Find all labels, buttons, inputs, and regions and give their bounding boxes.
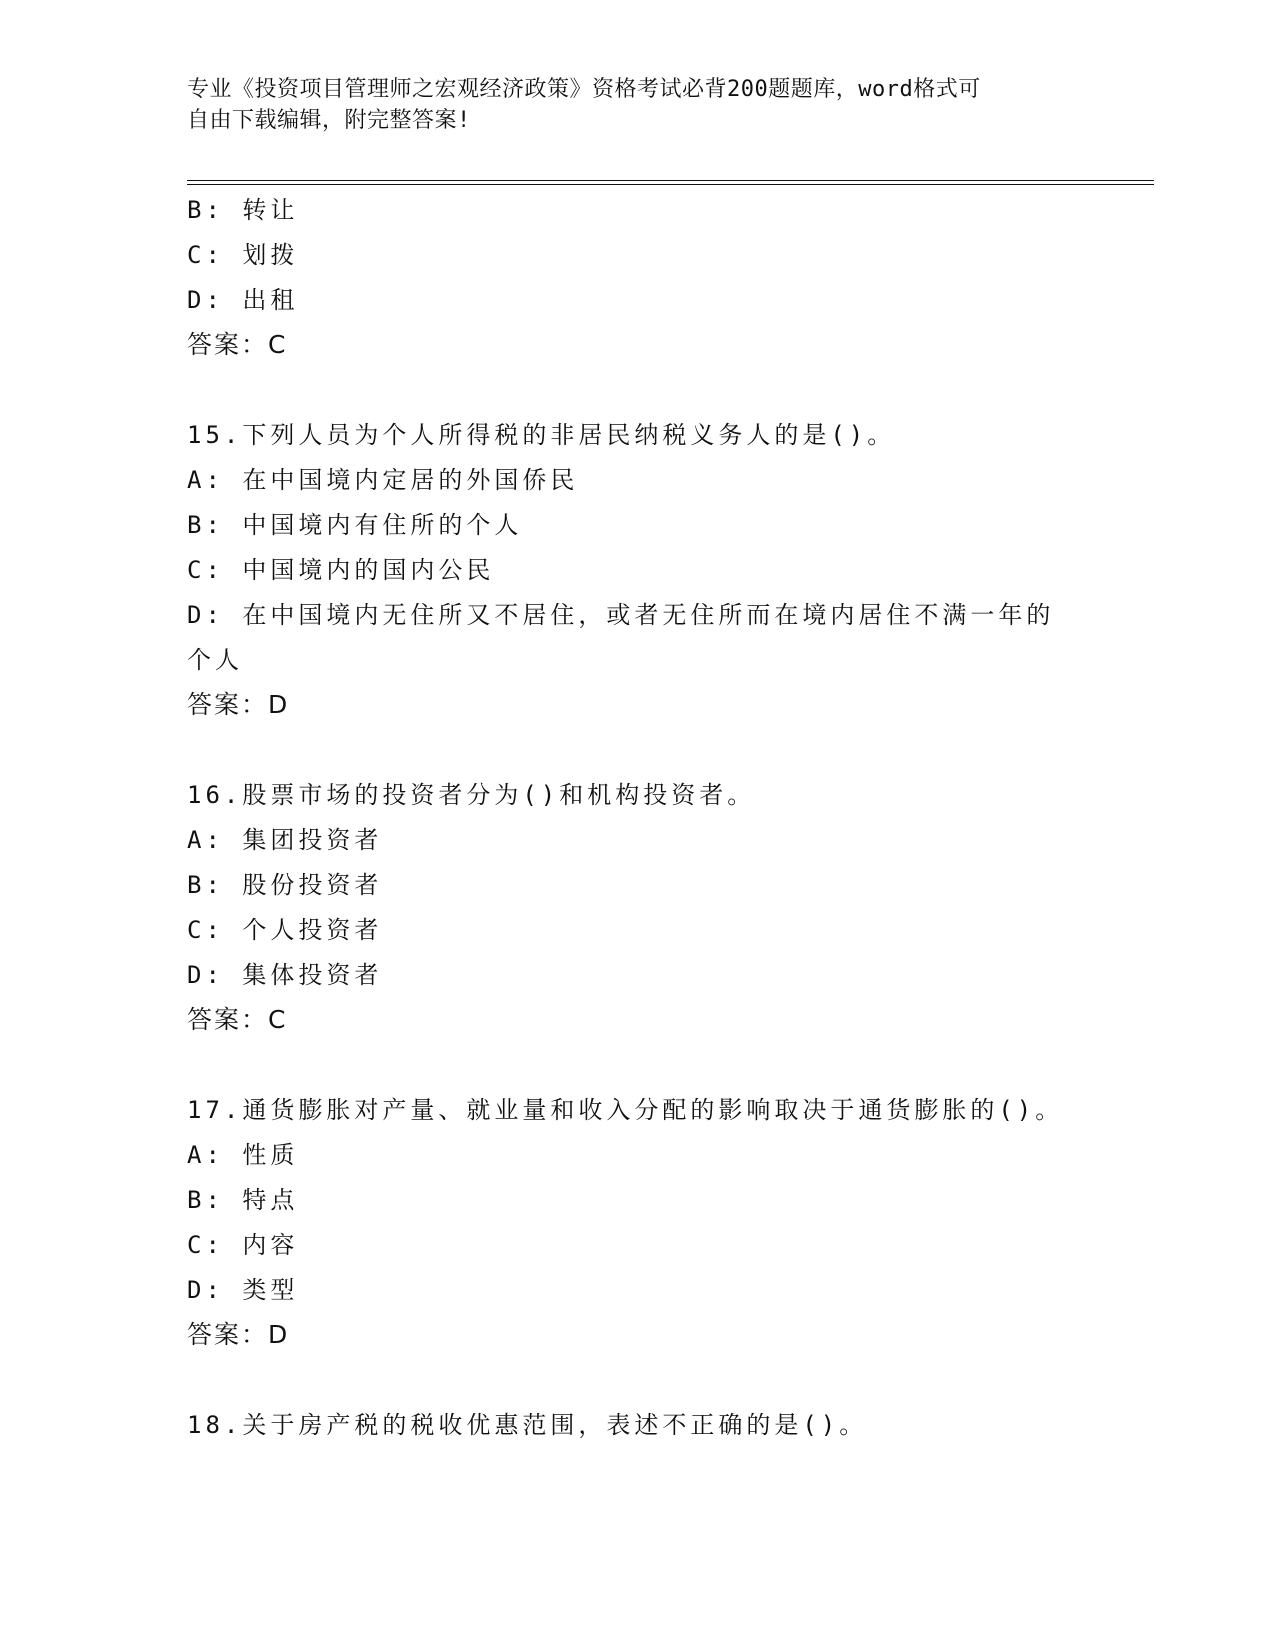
q15-option-b: B: 中国境内有住所的个人: [187, 511, 523, 539]
header-line-1: 专业《投资项目管理师之宏观经济政策》资格考试必背200题题库，word格式可: [187, 77, 981, 102]
q14-answer: 答案：C: [187, 330, 288, 359]
q15-question: 15.下列人员为个人所得税的非居民纳税义务人的是()。: [187, 421, 896, 449]
q15-answer: 答案：D: [187, 690, 290, 719]
document-header: [187, 74, 1067, 136]
q17-question: 17.通货膨胀对产量、就业量和收入分配的影响取决于通货膨胀的()。: [187, 1096, 1064, 1124]
q16-question: 16.股票市场的投资者分为()和机构投资者。: [187, 781, 756, 809]
header-divider-bottom: [187, 184, 1154, 185]
q17-option-b: B: 特点: [187, 1186, 299, 1214]
q15-option-c: C: 中国境内的国内公民: [187, 556, 495, 584]
q17-answer: 答案：D: [187, 1320, 290, 1349]
q14-option-d: D: 出租: [187, 286, 299, 314]
q14-option-c: C: 划拨: [187, 241, 299, 269]
q18-question: 18.关于房产税的税收优惠范围，表述不正确的是()。: [187, 1411, 868, 1439]
q14-option-b: B: 转让: [187, 196, 299, 224]
q17-option-c: C: 内容: [187, 1231, 299, 1259]
q15-option-d: D: 在中国境内无住所又不居住，或者无住所而在境内居住不满一年的: [187, 601, 1055, 629]
q16-answer: 答案：C: [187, 1005, 288, 1034]
header-line-2: 自由下载编辑，附完整答案!: [187, 108, 471, 133]
q16-option-a: A: 集团投资者: [187, 826, 383, 854]
q17-option-d: D: 类型: [187, 1276, 299, 1304]
q15-option-d-continued: 个人: [187, 646, 243, 674]
q16-option-c: C: 个人投资者: [187, 916, 383, 944]
q15-option-a: A: 在中国境内定居的外国侨民: [187, 466, 579, 494]
q17-option-a: A: 性质: [187, 1141, 299, 1169]
header-divider-top: [187, 180, 1154, 181]
q16-option-b: B: 股份投资者: [187, 871, 383, 899]
q16-option-d: D: 集体投资者: [187, 961, 383, 989]
